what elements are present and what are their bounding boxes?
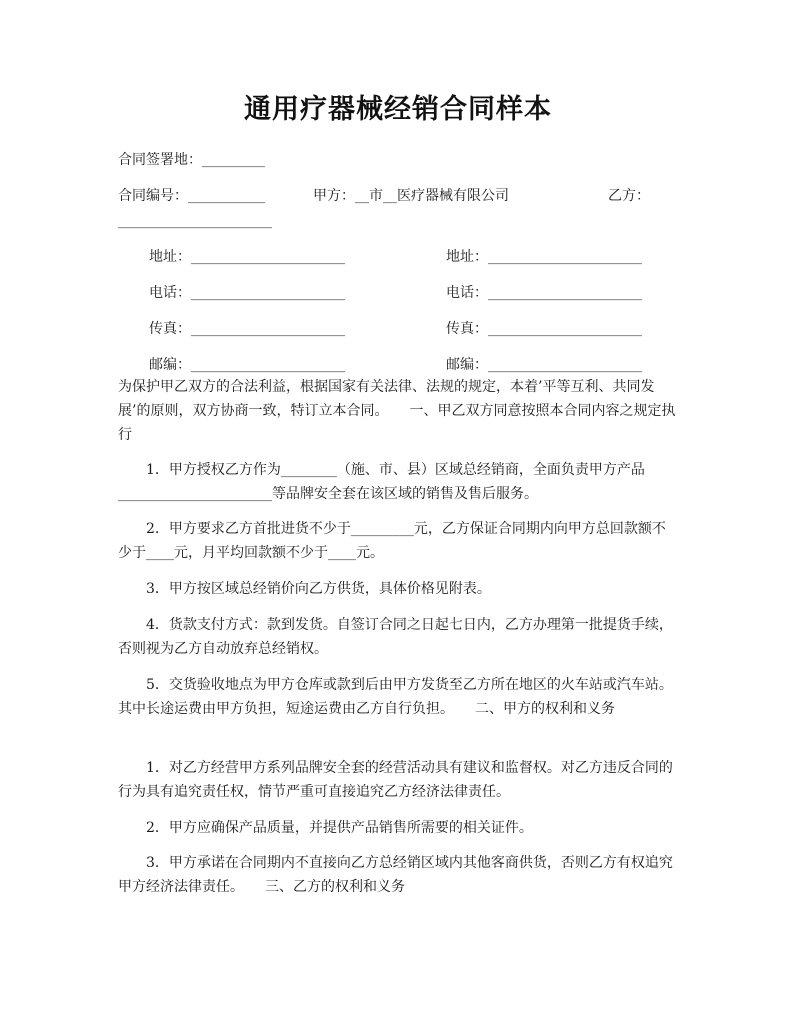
clause-paragraph: 2．甲方要求乙方首批进货不少于_________元，乙方保证合同期内向甲方总回款额不少于____元，月平均回款额不少于____元。 (118, 521, 666, 561)
preamble-paragraph: 为保护甲乙双方的合法利益，根据国家有关法律、法规的规定，本着’平等互利、共同发展’的原则，双方协商一致，特订立本合同。 一、甲乙双方同意按照本合同内容之规定执行 (118, 379, 676, 443)
phone-b: 电话：______________________ (446, 285, 642, 301)
clause-paragraph: 3．甲方按区域总经销价向乙方供货，具体价格见附表。 (146, 581, 491, 597)
postcode-a: 邮编：______________________ (149, 357, 345, 373)
clause-paragraph: 2．甲方应确保产品质量，并提供产品销售所需要的相关证件。 (146, 820, 533, 836)
sign-place: 合同签署地：_________ (118, 152, 265, 168)
clause-paragraph: 4．货款支付方式：款到发货。自签订合同之日起七日内，乙方办理第一批提货手续，否则视为乙方自动放弃总经销权。 (118, 617, 673, 657)
clause-paragraph: 5．交货验收地点为甲方仓库或款到后由甲方发货至乙方所在地区的火车站或汽车站。其中长途运费由甲方负担，短途运费由乙方自行负担。 二、甲方的权利和义务 (118, 677, 673, 717)
contract-number: 合同编号：___________ (118, 188, 265, 204)
clause-paragraph: 1．对乙方经营甲方系列品牌安全套的经营活动具有建议和监督权。对乙方违反合同的行为具有追究责任权，情节严重可直接追究乙方经济法律责任。 (118, 760, 673, 800)
clause-paragraph: 1．甲方授权乙方作为________（施、市、县）区域总经销商，全面负责甲方产品______________________等品牌安全套在该区域的销售及售后服务。 (118, 462, 645, 502)
document-title: 通用疗器械经销合同样本 (244, 94, 552, 125)
address-b: 地址：______________________ (446, 249, 642, 265)
phone-a: 电话：______________________ (149, 285, 345, 301)
party-b-line: ______________________ (118, 213, 272, 229)
fax-a: 传真：______________________ (149, 321, 345, 337)
clause-paragraph: 3．甲方承诺在合同期内不直接向乙方总经销区域内其他客商供货，否则乙方有权追究甲方经济法律责任。 三、乙方的权利和义务 (118, 855, 673, 895)
postcode-b: 邮编：______________________ (446, 357, 642, 373)
party-a: 甲方：__市__医疗器械有限公司 (313, 188, 509, 204)
fax-b: 传真：______________________ (446, 321, 642, 337)
party-b-label: 乙方： (608, 188, 650, 204)
address-a: 地址：______________________ (149, 249, 345, 265)
